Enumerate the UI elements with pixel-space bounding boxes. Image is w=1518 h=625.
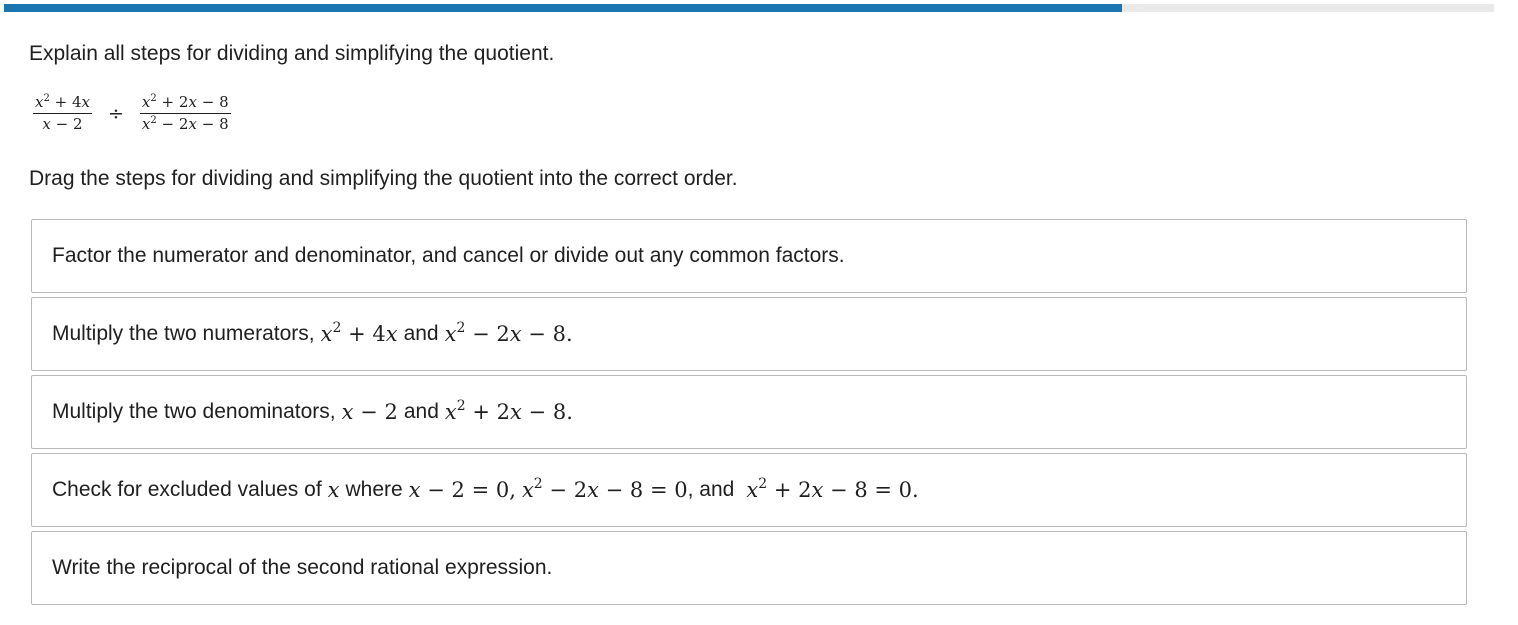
step-math: $x^2 + 2x - 8 = 0$	[746, 476, 913, 502]
step-card-multiply-numerators[interactable]	[31, 297, 1467, 371]
left-numerator: $x^2 + 4x$	[33, 94, 92, 114]
step-math: x	[327, 478, 340, 502]
step-math: x − 2 = 0	[408, 478, 510, 502]
step-text: Check for excluded values of	[52, 478, 322, 501]
step-punct: .	[566, 400, 573, 424]
step-text: Factor the numerator and denominator, and cancel or divide out any common factors.	[52, 244, 845, 267]
right-numerator: $x^2 + 2x - 8$	[140, 94, 231, 114]
step-card-multiply-denominators[interactable]	[31, 375, 1467, 449]
quotient-expression	[31, 94, 233, 133]
division-sign: ÷	[108, 102, 124, 125]
step-math: $x^2 + 4x$	[320, 320, 398, 346]
progress-bar-fill	[4, 4, 1122, 12]
step-text: Multiply the two numerators,	[52, 322, 315, 345]
drag-instruction: Drag the steps for dividing and simplifying the quotient into the correct order.	[29, 167, 738, 190]
left-fraction	[33, 94, 92, 133]
step-text: where	[345, 478, 403, 501]
step-text: Write the reciprocal of the second rational expression.	[52, 556, 553, 579]
step-text: Multiply the two denominators,	[52, 400, 336, 423]
step-math: $x^2 - 2x - 8$	[444, 320, 566, 346]
left-denominator: x − 2	[42, 115, 83, 133]
sortable-step-list	[31, 219, 1467, 609]
step-math: $x^2 + 2x - 8$	[444, 398, 567, 424]
right-fraction	[140, 94, 231, 133]
step-text: and	[403, 400, 439, 423]
step-math: x − 2	[341, 400, 398, 424]
step-card-reciprocal[interactable]	[31, 531, 1467, 605]
step-math: $x^2 - 2x - 8 = 0$	[521, 476, 688, 502]
step-punct: ,	[509, 478, 516, 502]
question-prompt: Explain all steps for dividing and simplifying the quotient.	[29, 42, 555, 65]
step-card-factor[interactable]	[31, 219, 1467, 293]
step-punct: .	[912, 478, 919, 502]
step-card-check-excluded[interactable]	[31, 453, 1467, 527]
step-text: , and	[687, 478, 735, 501]
progress-bar	[4, 4, 1494, 12]
right-denominator: $x^2 - 2x - 8$	[141, 115, 229, 133]
step-text: and	[403, 322, 439, 345]
step-punct: .	[565, 322, 573, 346]
